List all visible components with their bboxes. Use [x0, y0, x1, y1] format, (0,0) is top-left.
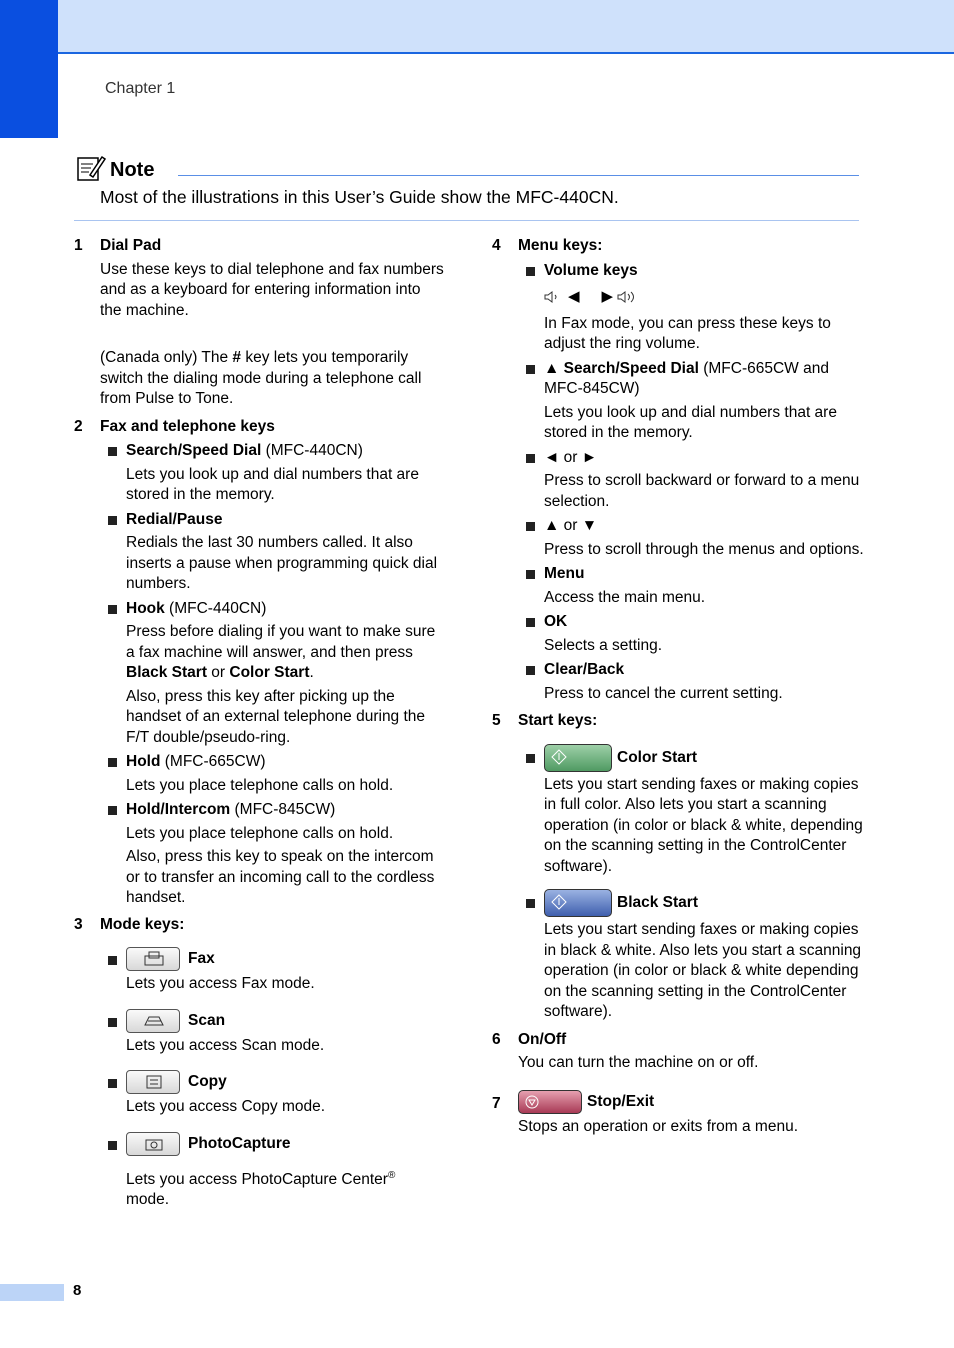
- note-title: Note: [110, 159, 155, 181]
- volume-keys-icon: ◀ ▶: [544, 287, 641, 308]
- item-title: Mode keys:: [100, 915, 185, 933]
- bullet-color-start: Color Start Lets you start sending faxes or making copies in full color. Also lets you start a scanning operation (in color or black & white, depending on the scanning setting in the ControlCenter software).: [518, 744, 864, 878]
- bullet-photocapture: PhotoCapture Lets you access PhotoCapture Center® mode.: [100, 1132, 444, 1211]
- item-number: 5: [492, 712, 501, 730]
- bullet-left-right: ◄ or ► Press to scroll backward or forward to a menu selection.: [518, 448, 864, 513]
- item-title: Fax and telephone keys: [100, 417, 275, 435]
- page-number: 8: [73, 1282, 82, 1299]
- item-number: 4: [492, 237, 501, 254]
- bullet-redial-pause: Redial/Pause Redials the last 30 numbers called. It also inserts a pause when programming quick dial numbers.: [100, 510, 444, 595]
- footer-tab: [0, 1284, 64, 1301]
- item-title: Menu keys:: [518, 237, 603, 254]
- bullet-clear-back: Clear/Back Press to cancel the current setting.: [518, 660, 864, 704]
- photocapture-key-icon: [126, 1132, 180, 1156]
- bullet-copy: Copy Lets you access Copy mode.: [100, 1070, 444, 1118]
- item-number: 6: [492, 1030, 501, 1048]
- left-column: [74, 236, 444, 1211]
- copy-key-icon: [126, 1070, 180, 1094]
- bullet-volume-keys: Volume keys ◀ ▶ In Fax mode, you can press these keys to adjust the ring volume.: [518, 261, 864, 355]
- item-text: Use these keys to dial telephone and fax numbers and as a keyboard for entering information into the machine.: [100, 260, 444, 319]
- color-start-key-icon: [544, 744, 612, 772]
- item-dial-pad: [74, 236, 444, 410]
- item-text: You can turn the machine on or off.: [518, 1054, 759, 1072]
- item-stop-exit: [492, 1090, 864, 1138]
- bullet-search-speed-dial-right: ▲ Search/Speed Dial (MFC-665CW and MFC-845CW) Lets you look up and dial numbers that are stored in the memory.: [518, 359, 864, 444]
- bullet-fax: Fax Lets you access Fax mode.: [100, 947, 444, 995]
- note-pencil-icon: [76, 153, 106, 183]
- header-bar: [0, 0, 954, 54]
- item-on-off: [492, 1030, 864, 1074]
- item-number: 2: [74, 417, 83, 435]
- item-title: On/Off: [518, 1030, 567, 1048]
- item-number: 3: [74, 915, 83, 933]
- item-text: Stops an operation or exits from a menu.: [518, 1117, 799, 1135]
- fax-key-icon: [126, 947, 180, 971]
- item-mode-keys: [74, 915, 444, 1211]
- bullet-scan: Scan Lets you access Scan mode.: [100, 1009, 444, 1057]
- chapter-tab: [0, 0, 58, 138]
- item-text-canada: (Canada only) The # key lets you temporarily switch the dialing mode during a telephone call from Pulse to Tone.: [100, 349, 422, 407]
- item-start-keys: [492, 711, 864, 1023]
- right-column: [492, 236, 864, 1137]
- bullet-ok: OK Selects a setting.: [518, 612, 864, 656]
- item-number: 1: [74, 237, 83, 254]
- chapter-label: Chapter 1: [105, 80, 176, 97]
- item-title: Dial Pad: [100, 237, 162, 254]
- scan-key-icon: [126, 1009, 180, 1033]
- bullet-up-down: ▲ or ▼ Press to scroll through the menus and options.: [518, 516, 864, 560]
- bullet-search-speed-dial: Search/Speed Dial (MFC-440CN) Lets you look up and dial numbers that are stored in the memory.: [100, 441, 444, 506]
- note-divider: [74, 220, 859, 221]
- item-fax-telephone-keys: [74, 417, 444, 909]
- item-title: Stop/Exit: [587, 1092, 655, 1110]
- bullet-hold-intercom: Hold/Intercom (MFC-845CW) Lets you place telephone calls on hold. Also, press this key to speak on the intercom or to transfer an incoming call to the cordless handset.: [100, 800, 444, 909]
- bullet-black-start: Black Start Lets you start sending faxes or making copies in black & white. Also lets you start a scanning operation (in color or black & white depending on the scanning setting in the ControlCenter software).: [518, 889, 864, 1023]
- bullet-hook: Hook (MFC-440CN) Press before dialing if you want to make sure a fax machine will answer, and then press Black Start or Color Start. Also, press this key after picking up the handset of an external telephone during the F/T double/pseudo-ring.: [100, 599, 444, 749]
- bullet-hold: Hold (MFC-665CW) Lets you place telephone calls on hold.: [100, 752, 444, 796]
- item-menu-keys: [492, 236, 864, 704]
- item-title: Start keys:: [518, 712, 598, 730]
- black-start-key-icon: [544, 889, 612, 917]
- stop-exit-key-icon: [518, 1090, 582, 1114]
- note-text: Most of the illustrations in this User’s Guide show the MFC-440CN.: [100, 187, 619, 207]
- bullet-menu: Menu Access the main menu.: [518, 564, 864, 608]
- item-number: 7: [492, 1094, 501, 1112]
- note-rule: [178, 175, 859, 176]
